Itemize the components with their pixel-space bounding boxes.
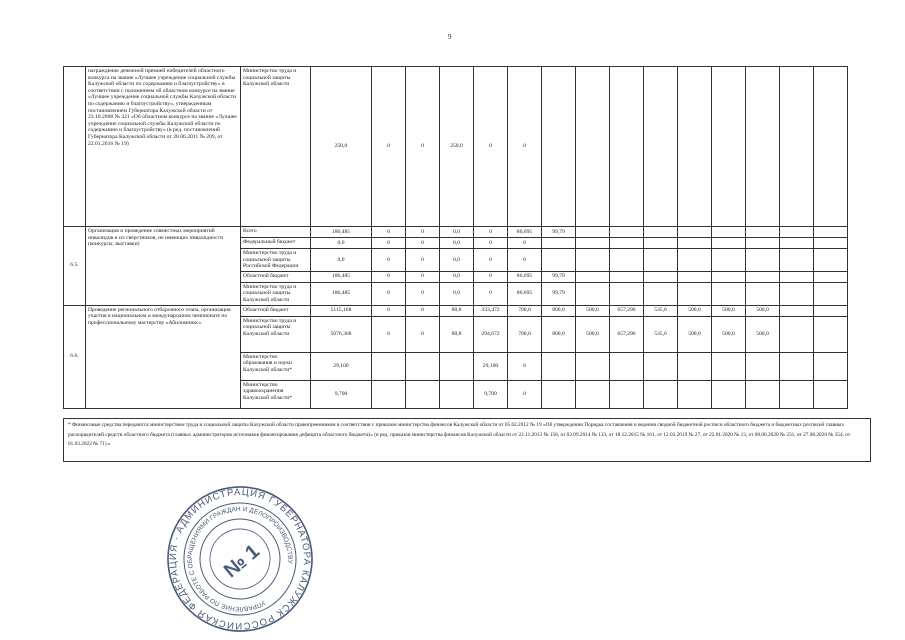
value-cell	[576, 271, 610, 282]
value-cell: 86,695	[508, 282, 542, 305]
value-cell	[780, 282, 814, 305]
value-cell: 535,6	[644, 316, 678, 352]
value-cell	[576, 282, 610, 305]
value-cell: 0	[406, 227, 440, 238]
value-cell	[712, 227, 746, 238]
value-cell: 500,0	[678, 316, 712, 352]
value-cell	[712, 249, 746, 272]
page-number: 9	[448, 33, 452, 41]
value-cell	[814, 316, 848, 352]
value-cell: 0	[406, 316, 440, 352]
value-cell: 29,100	[311, 352, 372, 380]
value-cell: 86,695	[508, 271, 542, 282]
table-row	[64, 305, 848, 316]
value-cell	[610, 271, 644, 282]
value-cell	[678, 67, 712, 227]
value-cell: 700,0	[508, 305, 542, 316]
value-cell	[780, 316, 814, 352]
value-cell: 0	[372, 238, 406, 249]
value-cell	[576, 249, 610, 272]
value-cell	[644, 249, 678, 272]
value-cell	[780, 227, 814, 238]
value-cell	[712, 380, 746, 408]
value-cell: 0	[372, 227, 406, 238]
value-cell	[746, 282, 780, 305]
value-cell: 0	[406, 271, 440, 282]
value-cell: 500,0	[712, 316, 746, 352]
value-cell	[542, 380, 576, 408]
value-cell	[814, 238, 848, 249]
value-cell: 99,79	[542, 282, 576, 305]
funding-source: Министерство труда и социальной защиты Калужской области	[241, 67, 311, 227]
value-cell	[372, 352, 406, 380]
value-cell	[678, 282, 712, 305]
value-cell: 0	[474, 249, 508, 272]
value-cell	[644, 67, 678, 227]
value-cell: 0	[508, 380, 542, 408]
value-cell	[644, 380, 678, 408]
value-cell: 0	[406, 305, 440, 316]
value-cell	[712, 282, 746, 305]
value-cell: 0,0	[440, 271, 474, 282]
value-cell: 0	[474, 67, 508, 227]
value-cell	[814, 249, 848, 272]
measure-name: Организация и проведение совместных мероприятий инвалидов и их сверстников, не имеющих инвалидности (конкурсы, выставки)	[86, 227, 241, 306]
funding-source: Министерство труда и социальной защиты Калужской области	[241, 282, 311, 305]
value-cell	[678, 271, 712, 282]
value-cell: 0	[508, 352, 542, 380]
value-cell: 500,0	[678, 305, 712, 316]
value-cell	[712, 271, 746, 282]
funding-source: Федеральный бюджет	[241, 238, 311, 249]
seal-outer-text: РОССИЙСКАЯ ФЕДЕРАЦИЯ · АДМИНИСТРАЦИЯ ГУБЕРНАТОРА КАЛУЖСКОЙ	[167, 486, 313, 632]
value-cell	[780, 249, 814, 272]
value-cell: 186,485	[311, 227, 372, 238]
value-cell	[746, 380, 780, 408]
value-cell	[712, 67, 746, 227]
value-cell	[372, 380, 406, 408]
value-cell	[678, 238, 712, 249]
value-cell: 0	[508, 67, 542, 227]
value-cell: 5115,168	[311, 305, 372, 316]
value-cell	[678, 249, 712, 272]
value-cell: 186,485	[311, 271, 372, 282]
value-cell	[440, 352, 474, 380]
value-cell	[576, 352, 610, 380]
value-cell	[406, 352, 440, 380]
value-cell: 0	[406, 238, 440, 249]
value-cell: 500,0	[746, 316, 780, 352]
value-cell	[814, 282, 848, 305]
value-cell: 0,0	[440, 249, 474, 272]
value-cell: 0	[406, 249, 440, 272]
value-cell: 0	[474, 282, 508, 305]
value-cell	[814, 227, 848, 238]
measure-name: награждение денежной премией победителей областного конкурса на звание «Лучшее учреждение социальной службы Калужской области по содержанию и благоустройству» в соответствии с положением об областном конкурсе на звание «Лучшее учреждение социальной службы Калужской области по содержанию и благоустройству», утвержденным постановлением Губернатора Калужской области от 23.10.2008 № 321 «Об областном конкурсе на звание «Лучшее учреждение социальной службы Калужской области по содержанию и благоустройству» (в ред. постановлений Губернатора Калужской области от 28.06.2011 № 209, от 22.01.2016 № 19)	[86, 67, 241, 227]
value-cell: 0	[508, 238, 542, 249]
value-cell	[576, 380, 610, 408]
row-number: 6.5.	[64, 227, 86, 306]
value-cell	[678, 227, 712, 238]
value-cell	[780, 380, 814, 408]
funding-source: Министерство образования и науки Калужской области*	[241, 352, 311, 380]
value-cell: 657,296	[610, 316, 644, 352]
row-number: 6.6.	[64, 305, 86, 408]
funding-source: Министерство здравоохранения Калужской области*	[241, 380, 311, 408]
value-cell	[610, 380, 644, 408]
value-cell: 0	[372, 316, 406, 352]
value-cell: 0	[372, 249, 406, 272]
value-cell	[712, 238, 746, 249]
value-cell: 9,700	[474, 380, 508, 408]
value-cell: 535,6	[644, 305, 678, 316]
value-cell	[576, 67, 610, 227]
value-cell: 657,296	[610, 305, 644, 316]
value-cell	[610, 249, 644, 272]
value-cell: 0	[406, 282, 440, 305]
measure-name: Проведение регионального отборочного этапа, организация участия в национальном и международном чемпионате по профессиональному мастерству «Абилимпикс»	[86, 305, 241, 408]
official-seal	[165, 484, 315, 634]
funding-source: Всего	[241, 227, 311, 238]
value-cell	[406, 380, 440, 408]
value-cell: 500,0	[746, 305, 780, 316]
value-cell: 800,0	[542, 305, 576, 316]
value-cell	[712, 352, 746, 380]
value-cell: 99,79	[542, 271, 576, 282]
value-cell	[746, 238, 780, 249]
value-cell: 250,0	[311, 67, 372, 227]
value-cell	[678, 352, 712, 380]
value-cell	[542, 238, 576, 249]
value-cell	[644, 227, 678, 238]
value-cell: 0	[508, 249, 542, 272]
value-cell: 0,0	[311, 249, 372, 272]
value-cell: 88,8	[440, 316, 474, 352]
value-cell	[610, 67, 644, 227]
value-cell: 294,672	[474, 316, 508, 352]
value-cell	[678, 380, 712, 408]
value-cell: 0,0	[440, 282, 474, 305]
funding-source: Областной бюджет	[241, 271, 311, 282]
value-cell	[814, 305, 848, 316]
seal-number: № 1	[219, 540, 264, 583]
value-cell: 186,485	[311, 282, 372, 305]
value-cell: 0	[372, 282, 406, 305]
value-cell	[542, 67, 576, 227]
value-cell	[610, 227, 644, 238]
value-cell: 88,8	[440, 305, 474, 316]
value-cell: 250,0	[440, 67, 474, 227]
value-cell: 0	[406, 67, 440, 227]
value-cell: 9,700	[311, 380, 372, 408]
value-cell	[780, 67, 814, 227]
value-cell	[746, 352, 780, 380]
value-cell: 99,79	[542, 227, 576, 238]
value-cell: 500,0	[712, 305, 746, 316]
value-cell	[780, 238, 814, 249]
seal-inner-text: УПРАВЛЕНИЕ ПО РАБОТЕ С ОБРАЩЕНИЯМИ ГРАЖДАН И ДЕЛОПРОИЗВОДСТВУ	[186, 505, 294, 613]
value-cell	[746, 249, 780, 272]
value-cell	[610, 238, 644, 249]
value-cell	[610, 352, 644, 380]
value-cell	[644, 352, 678, 380]
value-cell: 5076,368	[311, 316, 372, 352]
value-cell: 700,0	[508, 316, 542, 352]
value-cell	[610, 282, 644, 305]
value-cell: 800,0	[542, 316, 576, 352]
value-cell	[542, 352, 576, 380]
value-cell: 0	[474, 271, 508, 282]
value-cell	[780, 271, 814, 282]
value-cell: 0	[372, 67, 406, 227]
value-cell	[542, 249, 576, 272]
value-cell	[576, 227, 610, 238]
value-cell: 0	[372, 271, 406, 282]
value-cell: 0,0	[311, 238, 372, 249]
value-cell	[814, 271, 848, 282]
funding-source: Министерство труда и социальной защиты Российской Федерации	[241, 249, 311, 272]
value-cell: 500,0	[576, 316, 610, 352]
table-row	[64, 227, 848, 238]
value-cell	[644, 238, 678, 249]
value-cell: 500,0	[576, 305, 610, 316]
value-cell: 0,0	[440, 238, 474, 249]
footnote: * Финансовые средства передаются министерством труда и социальной защиты Калужской области правопреемником в соответствии с приказом министерства финансов Калужской области от 05.02.2012 № 19 «Об утверждении Порядка составления и ведения сводной бюджетной росписи областного бюджета и бюджетных росписей главных распорядителей средств областного бюджета (главных администраторов источников финансирования дефицита областного бюджета)» (в ред. приказов министерства финансов Калужской области от 22.11.2013 № 158, от 02.09.2014 № 133, от 18.12.2015 № 161, от 12.03.2019 № 27, от 22.01.2020 № 13, от 08.06.2020 № 231, от 27.08.2020 № 354, от 01.03.2022 № 71).»	[63, 418, 871, 462]
table-row	[64, 67, 848, 227]
value-cell	[780, 305, 814, 316]
value-cell	[440, 380, 474, 408]
program-funding-table	[63, 66, 848, 409]
value-cell	[746, 227, 780, 238]
funding-source: Областной бюджет	[241, 305, 311, 316]
value-cell	[746, 67, 780, 227]
value-cell: 29,100	[474, 352, 508, 380]
value-cell: 0	[372, 305, 406, 316]
value-cell	[814, 380, 848, 408]
value-cell	[576, 238, 610, 249]
value-cell	[814, 67, 848, 227]
row-number	[64, 67, 86, 227]
value-cell	[644, 282, 678, 305]
value-cell: 0	[474, 238, 508, 249]
value-cell	[644, 271, 678, 282]
value-cell	[746, 271, 780, 282]
value-cell: 0	[474, 227, 508, 238]
funding-source: Министерство труда и социальной защиты Калужской области	[241, 316, 311, 352]
value-cell	[814, 352, 848, 380]
value-cell	[780, 352, 814, 380]
value-cell: 0,0	[440, 227, 474, 238]
value-cell: 333,472	[474, 305, 508, 316]
value-cell: 86,695	[508, 227, 542, 238]
